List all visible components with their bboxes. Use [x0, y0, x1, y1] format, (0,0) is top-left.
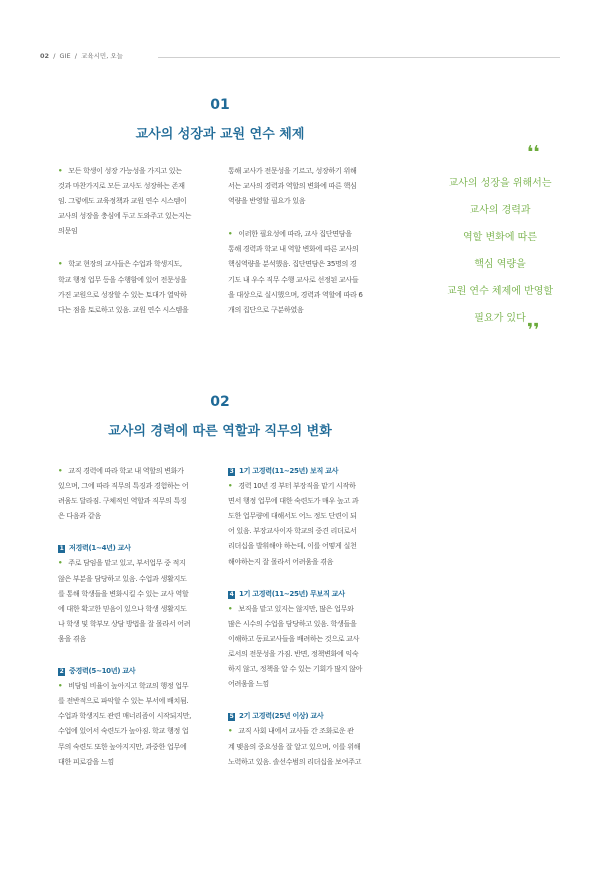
bullet-icon: •: [228, 603, 233, 613]
section2-number: 02: [210, 394, 230, 410]
quote-line: 역할 변화에 따른: [463, 232, 537, 243]
subsection-heading: 3 1기 고경력(11~25년) 보직 교사: [229, 466, 339, 475]
paragraph-line: • 학교 현장의 교사들은 수업과 학생지도,: [58, 259, 182, 269]
page-number: 02: [40, 52, 50, 60]
paragraph-line: 않은 부분을 담당하고 있음. 수업과 생활지도: [58, 573, 187, 583]
paragraph-line: 학교 행정 업무 등을 수행함에 있어 전문성을: [58, 274, 187, 284]
section1-column-2: [228, 163, 392, 317]
paragraph-line: 대한 피로감을 느낌: [58, 756, 114, 766]
number-badge: 5: [229, 713, 234, 721]
quote-close-icon: ❜❜: [527, 320, 540, 341]
paragraph-line: 교사의 성장을 충심에 두고 도와주고 있는지는: [58, 211, 192, 221]
paragraph-line: 많은 시수의 수업을 담당하고 있음. 학생들을: [228, 618, 357, 628]
paragraph-line: 핵심역량을 분석했음. 집단면담은 35명의 경: [228, 259, 357, 269]
paragraph-line: • 이러한 필요성에 따라, 교사 집단면담을: [228, 229, 352, 239]
paragraph-line: • 주로 담임을 맡고 있고, 부서업무 중 적지: [58, 558, 186, 568]
quote-line: 교사의 경력과: [469, 205, 531, 216]
bullet-icon: •: [58, 558, 63, 568]
section2-column-1: [58, 463, 222, 769]
number-badge: 3: [229, 468, 234, 475]
paragraph-line: 것과 마찬가지로 모든 교사도 성장하는 존재: [58, 181, 185, 191]
page-header: [40, 51, 560, 63]
paragraph-line: 려움도 달라짐. 구체적인 역할과 직무의 특징: [58, 496, 187, 506]
paragraph-line: 가진 교원으로 성장할 수 있는 토대가 열악하: [58, 289, 187, 299]
paragraph-line: 다는 점을 토로하고 있음. 교원 연수 시스템을: [58, 304, 189, 314]
paragraph-line: 나 학생 및 학부모 상담 방법을 잘 몰라서 어려: [58, 618, 191, 628]
paragraph-line: 을 대상으로 실시했으며, 경력과 역할에 따라 6: [228, 289, 363, 299]
paragraph-line: • 모든 학생이 성장 가능성을 가지고 있는: [58, 166, 182, 175]
bullet-icon: •: [228, 726, 233, 736]
subsection-heading: 1 저경력(1~4년) 교사: [59, 543, 131, 553]
number-badge: 2: [59, 668, 64, 676]
subsection-heading: 4 1기 고경력(11~25년) 무보직 교사: [229, 588, 345, 598]
quote-line: 교원 연수 체제에 반영할: [446, 286, 554, 297]
header-separator: /: [53, 52, 56, 60]
section1-title: 교사의 성장과 교원 연수 체제: [135, 127, 305, 142]
paragraph-line: 어 있음. 부장교사이자 학교의 중견 리더로서: [228, 526, 357, 536]
paragraph-line: 계 맺음의 중요성을 잘 알고 있으며, 이를 위해: [228, 741, 361, 751]
paragraph-line: 리더십을 발휘해야 하는데, 이를 어떻게 실천: [228, 541, 357, 551]
quote-open-icon: ❛❛: [527, 142, 540, 163]
paragraph-line: 움을 겪음: [58, 633, 86, 643]
section1-number: 01: [210, 97, 230, 113]
header-publication: 교육시민, 오늘: [81, 52, 123, 60]
paragraph-line: 로서의 전문성을 가짐. 반면, 정책변화에 익숙: [228, 649, 359, 659]
bullet-icon: •: [58, 466, 63, 475]
paragraph-line: 역량을 반영할 필요가 있음: [228, 196, 306, 206]
header-org: GIE: [59, 52, 71, 60]
bullet-icon: •: [228, 229, 233, 239]
paragraph-line: 무의 숙련도 또한 높아지지만, 과중한 업무에: [58, 741, 187, 751]
paragraph-line: 통해 교사가 전문성을 기르고, 성장하기 위해: [228, 166, 357, 175]
paragraph-line: 도한 업무량에 대해서도 어느 정도 단련이 되: [228, 511, 357, 521]
paragraph-line: 개의 집단으로 구분하였음: [228, 304, 304, 314]
paragraph-line: 노력하고 있음. 솔선수범의 리더십을 보여주고: [228, 756, 362, 766]
pull-quote: [430, 170, 570, 332]
paragraph-line: 은 다음과 같음: [58, 511, 101, 521]
paragraph-line: 이해하고 동료교사들을 배려하는 것으로 교사: [228, 633, 360, 643]
bullet-icon: •: [228, 481, 233, 491]
paragraph-line: 통해 경력과 학교 내 역할 변화에 따른 교사의: [228, 244, 359, 254]
paragraph-line: 수업에 있어서 숙련도가 높아짐. 학교 행정 업: [58, 726, 189, 736]
quote-line: 교사의 성장을 위해서는: [448, 178, 552, 189]
header-divider: [158, 57, 560, 58]
number-badge: 4: [229, 590, 234, 598]
paragraph-line: • 보직을 맡고 있지는 않지만, 많은 업무와: [228, 603, 354, 613]
bullet-icon: •: [58, 166, 63, 175]
quote-line: 필요가 있다: [474, 313, 526, 324]
paragraph-line: 를 통해 학생들을 변화시킬 수 있는 교사 역할: [58, 588, 189, 598]
quote-line: 핵심 역량을: [474, 259, 526, 270]
section2-column-2: [228, 463, 392, 769]
paragraph-line: • 경력 10년 경 부터 부장직을 맡기 시작하: [228, 481, 356, 491]
bullet-icon: •: [58, 259, 63, 269]
paragraph-line: 서는 교사의 경력과 역할의 변화에 따른 핵심: [228, 181, 357, 191]
number-badge: 1: [59, 545, 64, 553]
paragraph-line: 임. 그렇에도 교육정책과 교원 연수 시스템이: [58, 196, 187, 206]
paragraph-line: 를 전반적으로 파악할 수 있는 부서에 배치됨.: [58, 696, 189, 706]
subsection-heading: 5 2기 고경력(25년 이상) 교사: [229, 711, 324, 721]
paragraph-line: 면서 행정 업무에 대한 숙련도가 매우 높고 과: [228, 496, 359, 506]
paragraph-line: • 비담임 비율이 높아지고 학교의 행정 업무: [58, 681, 189, 691]
paragraph-line: 있으며, 그에 따라 직무의 특징과 경험하는 어: [58, 481, 189, 491]
section2-title: 교사의 경력에 따른 역할과 직무의 변화: [108, 424, 332, 439]
paragraph-line: 의문임: [58, 226, 78, 236]
paragraph-line: • 교직 경력에 따라 학교 내 역할의 변화가: [58, 466, 184, 475]
bullet-icon: •: [58, 681, 63, 691]
header-text: [40, 51, 123, 60]
subsection-heading: 2 중경력(5~10년) 교사: [59, 666, 136, 676]
paragraph-line: • 교직 사회 내에서 교사들 간 조화로운 관: [228, 726, 354, 736]
paragraph-line: 수업과 학생지도 관련 매너리즘이 시작되지만,: [58, 711, 192, 721]
header-separator: /: [74, 52, 77, 60]
paragraph-line: 기도 내 우수 직무 수행 교사로 선정된 교사들: [228, 274, 359, 284]
section1-column-1: [58, 163, 222, 317]
paragraph-line: 어려움을 느낌: [228, 679, 269, 689]
paragraph-line: 에 대한 확고한 믿음이 있으나 학생 생활지도: [58, 603, 187, 613]
paragraph-line: 하지 않고, 정책을 알 수 있는 기회가 많지 않아: [228, 664, 363, 674]
paragraph-line: 해야하는지 잘 몰라서 어려움을 겪음: [228, 556, 334, 566]
